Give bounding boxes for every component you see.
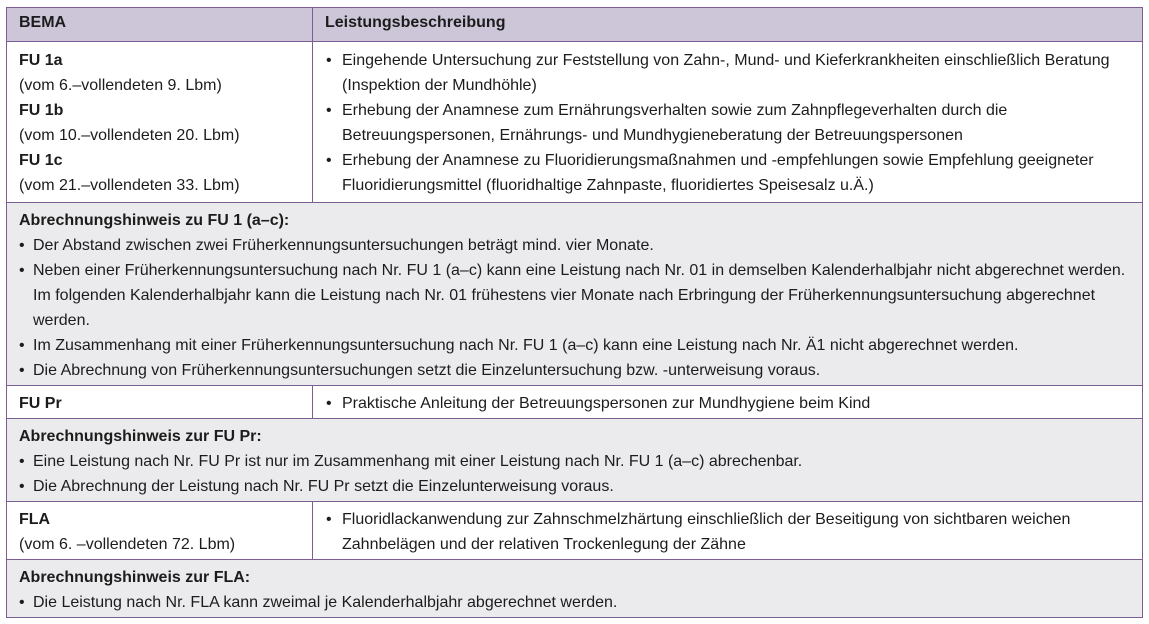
fla-description-cell bbox=[313, 502, 1143, 560]
note-fu1-title: Abrechnungshinweis zu FU 1 (a–c): bbox=[19, 212, 290, 229]
list-item: • Neben einer Früherkennungsuntersuchung nach Nr. FU 1 (a–c) kann eine Leistung nach Nr. 01 in demselben Kalenderhalbjahr nicht abgerechnet werden. Im folgenden Kalenderhalbjahr kann die Leistung nach Nr. 01 frühestens vier Monate nach Erbringung der Früherkennungsuntersuchung abgerechnet werden. bbox=[19, 258, 1134, 333]
list-item: • Der Abstand zwischen zwei Früherkennungsuntersuchungen beträgt mind. vier Monate. bbox=[19, 233, 1134, 258]
note-fupr-list bbox=[19, 449, 1134, 499]
range-fu1b: (vom 10.–vollendeten 20. Lbm) bbox=[19, 127, 240, 144]
range-fla: (vom 6. –vollendeten 72. Lbm) bbox=[19, 536, 236, 553]
header-row bbox=[7, 8, 1143, 42]
row-fupr bbox=[7, 386, 1143, 419]
code-fupr: FU Pr bbox=[19, 395, 62, 412]
fupr-code-cell bbox=[7, 386, 313, 419]
note-fupr-cell bbox=[7, 419, 1143, 502]
row-fu1 bbox=[7, 42, 1143, 203]
bema-table bbox=[6, 7, 1143, 618]
fupr-description-cell bbox=[313, 386, 1143, 419]
header-bema: BEMA bbox=[7, 8, 313, 42]
code-fu1c: FU 1c bbox=[19, 152, 63, 169]
fu1-codes-cell bbox=[7, 42, 313, 203]
fla-bullet-list bbox=[325, 507, 1134, 557]
note-fla-cell bbox=[7, 560, 1143, 618]
note-fu1-row bbox=[7, 203, 1143, 386]
note-fu1-list bbox=[19, 233, 1134, 383]
list-item: • Erhebung der Anamnese zum Ernährungsverhalten sowie zum Zahnpflegeverhalten durch die Betreuungspersonen, Ernährungs- und Mundhygieneberatung der Betreuungspersonen bbox=[325, 98, 1134, 148]
list-item: • Die Abrechnung von Früherkennungsuntersuchungen setzt die Einzeluntersuchung bzw. -unterweisung voraus. bbox=[19, 358, 1134, 383]
note-fupr-title: Abrechnungshinweis zur FU Pr: bbox=[19, 428, 262, 445]
fupr-bullet-list bbox=[325, 391, 1134, 416]
list-item: • Die Leistung nach Nr. FLA kann zweimal je Kalenderhalbjahr abgerechnet werden. bbox=[19, 590, 1134, 615]
range-fu1a: (vom 6.–vollendeten 9. Lbm) bbox=[19, 77, 222, 94]
note-fla-row bbox=[7, 560, 1143, 618]
list-item: • Praktische Anleitung der Betreuungspersonen zur Mundhygiene beim Kind bbox=[325, 391, 1134, 416]
note-fupr-row bbox=[7, 419, 1143, 502]
note-fla-title: Abrechnungshinweis zur FLA: bbox=[19, 569, 251, 586]
note-fu1-cell bbox=[7, 203, 1143, 386]
list-item: • Eine Leistung nach Nr. FU Pr ist nur im Zusammenhang mit einer Leistung nach Nr. FU 1 (a–c) abrechenbar. bbox=[19, 449, 1134, 474]
row-fla bbox=[7, 502, 1143, 560]
code-fu1b: FU 1b bbox=[19, 102, 64, 119]
list-item: • Fluoridlackanwendung zur Zahnschmelzhärtung einschließlich der Beseitigung von sichtbaren weichen Zahnbelägen und der relativen Trockenlegung der Zähne bbox=[325, 507, 1134, 557]
fu1-description-cell bbox=[313, 42, 1143, 203]
fla-code-cell bbox=[7, 502, 313, 560]
fu1-bullet-list bbox=[325, 48, 1134, 198]
header-leistungsbeschreibung: Leistungsbeschreibung bbox=[313, 8, 1143, 42]
note-fla-list bbox=[19, 590, 1134, 615]
list-item: • Die Abrechnung der Leistung nach Nr. FU Pr setzt die Einzelunterweisung voraus. bbox=[19, 474, 1134, 499]
code-fu1a: FU 1a bbox=[19, 52, 63, 69]
list-item: • Eingehende Untersuchung zur Feststellung von Zahn-, Mund- und Kieferkrankheiten einschließlich Beratung (Inspektion der Mundhöhle) bbox=[325, 48, 1134, 98]
range-fu1c: (vom 21.–vollendeten 33. Lbm) bbox=[19, 177, 240, 194]
code-fla: FLA bbox=[19, 511, 51, 528]
list-item: • Erhebung der Anamnese zu Fluoridierungsmaßnahmen und -empfehlungen sowie Empfehlung geeigneter Fluoridierungsmittel (fluoridhaltige Zahnpaste, fluoridiertes Speisesalz u.Ä.) bbox=[325, 148, 1134, 198]
list-item: • Im Zusammenhang mit einer Früherkennungsuntersuchung nach Nr. FU 1 (a–c) kann eine Leistung nach Nr. Ä1 nicht abgerechnet werden. bbox=[19, 333, 1134, 358]
